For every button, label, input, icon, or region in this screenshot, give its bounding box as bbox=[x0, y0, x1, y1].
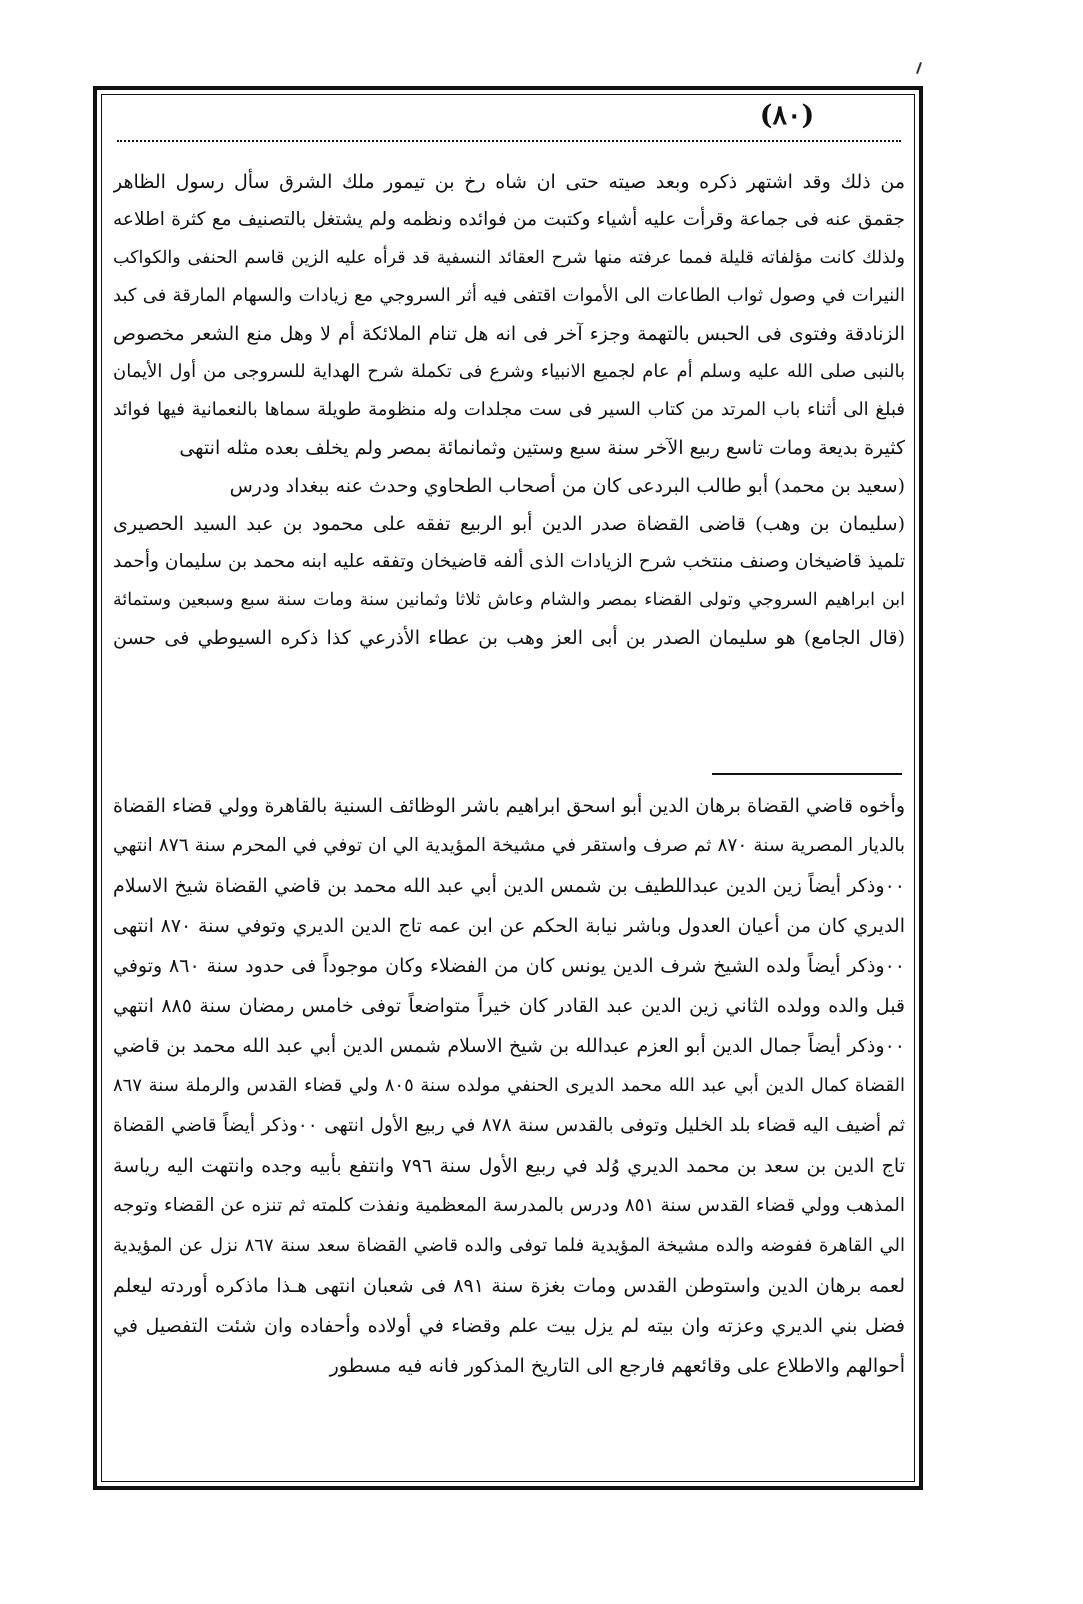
entry-heading-sulayman: (سليمان بن وهب) قاضى القضاة صدر الدين أبو الربيع تفقه على محمود بن عبد السيد الحصيرى bbox=[113, 513, 905, 535]
footnote-line: فضل بني الديري وعزته وان بيته لم يزل بيت علم وقضاء في أولاده وأحفاده وان شئت التفصيل في bbox=[113, 1315, 905, 1337]
main-text-line: تلميذ قاضيخان وصنف منتخب شرح الزيادات الذى ألفه قاضيخان وتفقه عليه ابنه محمد بن سليمان وأحمد bbox=[113, 551, 905, 572]
footnote-line: تاج الدين بن سعد بن محمد الديري وُلد في ربيع الأول سنة ٧٩٦ وانتفع بأبيه وجده وانتهت اليه رياسة bbox=[113, 1155, 905, 1177]
header-dotted-rule bbox=[117, 140, 901, 142]
footnote-line: قبل والده وولده الثاني زين الدين عبد القادر كان خيراً متواضعاً توفى خامس رمضان سنة ٨٨٥ انتهي bbox=[113, 995, 905, 1017]
main-text-line: النيرات في وصول ثواب الطاعات الى الأموات اقتفى فيه أثر السروجي مع زيادات والسهام المارقة فى كبد bbox=[113, 285, 905, 306]
footnote-line: الي القاهرة ففوضه والده مشيخة المؤيدية فلما توفى والده قاضي القضاة سعد سنة ٨٦٧ نزل عن المؤيدية bbox=[113, 1235, 905, 1256]
main-text-line: ولذلك كانت مؤلفاته قليلة فمما عرفته منها شرح العقائد النسفية قد قرأه عليه الزين قاسم الحنفى والكواكب bbox=[113, 248, 905, 268]
main-text-line: جقمق عنه فى جماعة وقرأت عليه أشياء وكتبت من فوائده ونظمه ولم يشتغل بالتصنيف مع كثرة اطلاعه bbox=[113, 209, 905, 230]
page-number: (٨٠) bbox=[759, 100, 815, 131]
main-text-line: ابن ابراهيم السروجي وتولى القضاء بمصر والشام وعاش ثلاثا وثمانين سنة ومات سنة سبع وسبعين وستمائة bbox=[113, 590, 905, 610]
footnote-line: ثم أضيف اليه قضاء بلد الخليل وتوفى بالقدس سنة ٨٧٨ في ربيع الأول انتهى ٠٠وذكر أيضاً قاضي القضاة bbox=[113, 1115, 905, 1136]
footnote-line: ٠٠وذكر أيضاً جمال الدين أبو العزم عبدالله بن شيخ الاسلام شمس الدين أبي عبد الله محمد بن قاضي bbox=[113, 1035, 905, 1057]
margin-mark bbox=[916, 62, 922, 74]
footnote-line: القضاة كمال الدين أبي عبد الله محمد الديرى الحنفي مولده سنة ٨٠٥ ولي قضاء القدس والرملة سنة ٨٦٧ bbox=[113, 1075, 905, 1096]
footnote-line: الديري كان من أعيان العدول وباشر نيابة الحكم عن ابن عمه تاج الدين الديري وتوفي سنة ٨٧٠ انتهى bbox=[113, 915, 905, 937]
main-text-line: بالنبى صلى الله عليه وسلم أم عام لجميع الانبياء وشرع فى تكملة شرح الهداية للسروجى من أول الأيمان bbox=[113, 361, 905, 382]
footnote-line: وأخوه قاضي القضاة برهان الدين أبو اسحق ابراهيم باشر الوظائف السنية بالقاهرة وولي قضاء القضاة bbox=[113, 795, 905, 817]
entry-heading-saeed: (سعيد بن محمد) أبو طالب البردعى كان من أصحاب الطحاوي وحدث عنه ببغداد ودرس bbox=[229, 475, 905, 497]
main-text-line: (قال الجامع) هو سليمان الصدر بن أبى العز وهب بن عطاء الأذرعي كذا ذكره السيوطي فى حسن bbox=[113, 627, 905, 649]
main-text-line: الزنادقة وفتوى فى الحبس بالتهمة وجزء آخر فى انه هل تنام الملائكة أم لا وهل منع الشعر مخصوص bbox=[113, 323, 905, 345]
footnote-line: المذهب وولي قضاء القدس سنة ٨٥١ ودرس بالمدرسة المعظمية ونفذت كلمته ثم تنزه عن القضاء وتوجه bbox=[113, 1195, 905, 1216]
main-text-line: من ذلك وقد اشتهر ذكره وبعد صيته حتى ان شاه رخ بن تيمور ملك الشرق سأل رسول الظاهر bbox=[113, 171, 905, 193]
footnote-line: أحوالهم والاطلاع على وقائعهم فارجع الى التاريخ المذكور فانه فيه مسطور bbox=[329, 1355, 905, 1377]
footnote-line: ٠٠وذكر أيضاً زين الدين عبداللطيف بن شمس الدين أبي عبد الله محمد بن قاضي القضاة شيخ الاسلام bbox=[113, 875, 905, 897]
main-text-line: فبلغ الى أثناء باب المرتد من كتاب السير فى ست مجلدات وله منظومة طويلة سماها بالنعمانية فيها فوائد bbox=[113, 399, 905, 420]
footnote-line: بالديار المصرية سنة ٨٧٠ ثم صرف واستقر في مشيخة المؤيدية الي ان توفي في المحرم سنة ٨٧٦ انتهي bbox=[113, 835, 905, 856]
main-text-line: كثيرة بديعة ومات تاسع ربيع الآخر سنة سبع وستين وثمانمائة بمصر ولم يخلف بعده مثله انتهى bbox=[179, 437, 905, 459]
footnote-rule bbox=[712, 773, 902, 775]
footnote-line: ٠٠وذكر أيضاً ولده الشيخ شرف الدين يونس كان من الفضلاء وكان موجوداً فى حدود سنة ٨٦٠ وتوفي bbox=[113, 955, 905, 977]
footnote-line: لعمه برهان الدين واستوطن القدس ومات بغزة سنة ٨٩١ فى شعبان انتهى هـذا ماذكره أوردته ليعلم bbox=[113, 1275, 905, 1297]
